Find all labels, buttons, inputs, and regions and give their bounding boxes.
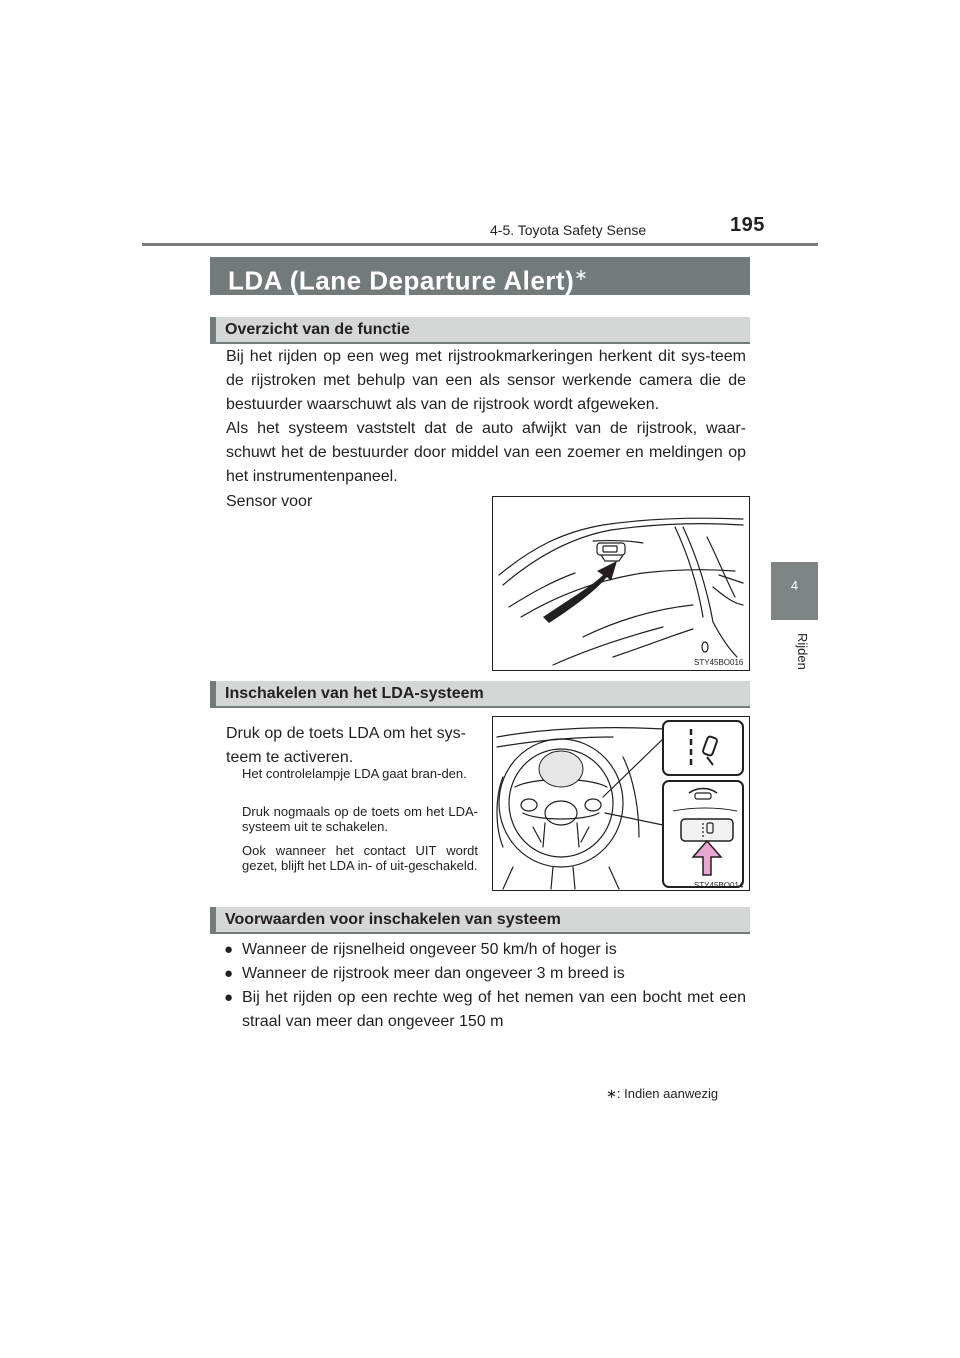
condition-item [224, 962, 746, 986]
subhead-conditions: Voorwaarden voor inschakelen van systeem [210, 907, 750, 934]
page-title [210, 257, 750, 295]
page-number: 195 [730, 214, 765, 236]
sensor-label: Sensor voor [226, 493, 313, 510]
chapter-label: Rijden [795, 633, 810, 670]
enable-paragraph: Druk op de toets LDA om het sys-teem te activeren. [226, 725, 466, 766]
header-rule [142, 243, 818, 246]
overview-paragraph-1: Bij het rijden op een weg met rijstrookmarkeringen herkent dit sys-teem de rijstroken met behulp van een als sensor werkende camera die de bestuurder waarschuwt als van de rijstrook wordt afgeweken. [226, 348, 746, 413]
condition-item [224, 986, 746, 1034]
chapter-tab: 4 [771, 562, 818, 620]
bullet-icon: ● [224, 989, 234, 1006]
title-asterisk: ∗ [574, 267, 589, 284]
enable-note-3: Ook wanneer het contact UIT wordt gezet, blijft het LDA in- of uit-geschakeld. [242, 843, 478, 873]
overview-paragraph-2: Als het systeem vaststelt dat de auto afwijkt van de rijstrook, waar-schuwt het de bestuurder door middel van een zoemer en meldingen op het instrumentenpaneel. [226, 420, 746, 485]
bullet-icon: ● [224, 965, 234, 982]
subhead-enable: Inschakelen van het LDA-systeem [210, 681, 750, 708]
condition-text: Bij het rijden op een rechte weg of het nemen van een bocht met een straal van meer dan ongeveer 150 m [242, 989, 746, 1030]
enable-note-1: Het controlelampje LDA gaat bran-den. [242, 766, 467, 781]
subhead-overview: Overzicht van de functie [210, 317, 750, 344]
bullet-icon: ● [224, 941, 234, 958]
page-title-text: LDA (Lane Departure Alert) [228, 265, 575, 296]
steering-wheel-illustration [493, 717, 750, 891]
condition-item [224, 938, 746, 962]
enable-note-2: Druk nogmaals op de toets om het LDA-systeem uit te schakelen. [242, 804, 478, 834]
condition-text: Wanneer de rijsnelheid ongeveer 50 km/h of hoger is [242, 941, 617, 958]
condition-text: Wanneer de rijstrook meer dan ongeveer 3 m breed is [242, 965, 625, 982]
figure-windshield-camera [492, 496, 750, 671]
section-reference: 4-5. Toyota Safety Sense [490, 222, 647, 238]
figure-steering-wheel [492, 716, 750, 891]
windshield-illustration [493, 497, 750, 671]
figure-code-1: STY45BO016 [694, 658, 744, 667]
footnote: ∗: Indien aanwezig [606, 1086, 719, 1101]
figure-code-2: STY45BO014 [694, 881, 744, 890]
